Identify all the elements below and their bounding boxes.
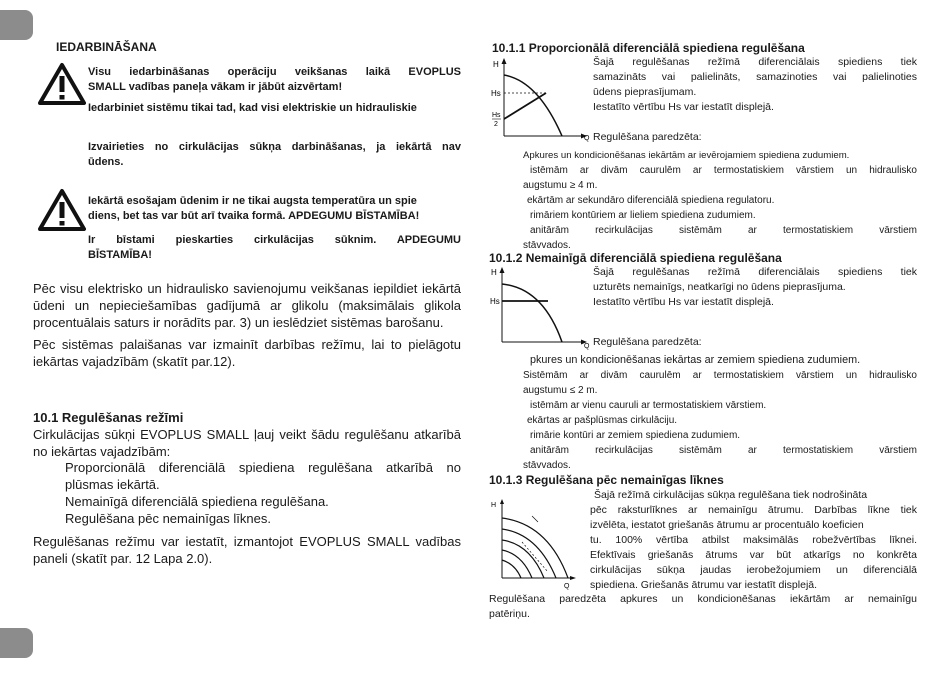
chart-axis-h: H — [493, 60, 499, 69]
page-tab-bottom — [0, 628, 33, 658]
page-tab-top — [0, 10, 33, 40]
list-item: augstumu ≤ 2 m. — [523, 385, 598, 396]
list-item: rimārie kontūri ar zemiem spiediena zudumiem. — [530, 430, 741, 441]
chart-axis-q: Q — [584, 135, 590, 142]
paragraph: Regulēšanas režīmu var iestatīt, izmantojot EVOPLUS SMALL vadības paneli (skatīt par. 12 Lapa 2.0). — [33, 534, 461, 566]
list-item: ekārtas ar pašplūsmas cirkulāciju. — [527, 415, 678, 426]
warning-text-4: Iekārtā esošajam ūdenim ir ne tikai augsta temperatūra un spie diens, bet tas var būt arī tvaika formā. APDEGUMU BĪSTAMĪBA! — [88, 195, 420, 222]
list-item: anitārām recirkulācijas sistēmām ar termostatiskiem vārstiem — [530, 225, 917, 236]
paragraph: Pēc visu elektrisko un hidraulisko savienojumu veikšanas iepildiet iekārtā ūdeni un nepieciešamības gadījumā ar glikolu (maksimālais glikola procentuālais saturs ir norādīts par. 3) un ieslēdziet sistēmas barošanu. — [33, 281, 461, 330]
paragraph: Cirkulācijas sūkņi EVOPLUS SMALL ļauj veikt šādu regulēšanu atkarībā no iekārtas vajadzībām: — [33, 427, 461, 459]
chart-axis-h: H — [491, 502, 497, 509]
list-item: stāvvados. — [523, 460, 571, 471]
list-item: Nemainīgā diferenciālā spiediena regulēšana. — [65, 494, 329, 509]
proportional-pressure-diagram — [490, 55, 592, 147]
chart-label-hs-half-denominator: 2 — [494, 121, 498, 128]
warning-icon — [38, 188, 86, 232]
chart-axis-h: H — [491, 268, 497, 277]
subsection-heading: 10.1.2 Nemainīgā diferenciālā spiediena regulēšana — [489, 251, 782, 265]
list-item: anitārām recirkulācijas sistēmām ar termostatiskiem vārstiem — [530, 445, 917, 456]
section-heading: IEDARBINĀŠANA — [56, 40, 157, 54]
footer-paragraph: Regulēšana paredzēta apkures un kondicionēšanas iekārtām ar nemainīgu patēriņu. — [489, 593, 917, 620]
list-item: stāvvados. — [523, 240, 571, 251]
chart-axis-q: Q — [584, 343, 590, 350]
warning-text-5: Ir bīstami pieskarties cirkulācijas sūknim. APDEGUMU BĪSTAMĪBA! — [88, 234, 461, 261]
chart-label-hs: Hs — [491, 89, 501, 98]
list-item: Proporcionālā diferenciālā spiediena regulēšana atkarībā no — [65, 460, 461, 475]
usage-heading: Regulēšana paredzēta: — [593, 131, 702, 143]
warning-icon — [38, 62, 86, 106]
description: Šajā regulēšanas režīmā diferenciālais spiediens tiek samazināts vai palielināts, samazinoties vai palielinoties ūdens pieprasījumam. Iestatīto vērtību Hs var iestatīt displejā. — [593, 56, 917, 113]
list-item: plūsmas iekārtā. — [65, 477, 160, 492]
list-item: augstumu ≥ 4 m. — [523, 180, 598, 191]
usage-list — [523, 148, 917, 253]
subsection-heading: 10.1 Regulēšanas režīmi — [33, 410, 184, 425]
list-item: ekārtām ar sekundāro diferenciālā spiediena regulatoru. — [527, 195, 775, 206]
paragraph: Pēc sistēmas palaišanas var izmainīt darbības režīmu, lai to pielāgotu iekārtas vajadzībām (skatīt par.12). — [33, 337, 461, 369]
description: Šajā režīmā cirkulācijas sūkņa regulēšana tiek nodrošināta pēc raksturlīknes ar nemainīgu ātrumu. Darbības līkne tiek izvēlēta, iestatot griešanās ātrumu ar procentuālo koeficien tu. 100% vērtība atbilst maksimālās robežvērtības līknei. Efektīvais griešanās ātrums var būt atkarīgs no konkrēta cirkulācijas sūkņa jaudas ierobežojumiem un diferenciālā spiediena. Griešanās ātrumu var iestatīt displejā. — [590, 489, 917, 591]
description: Šajā regulēšanas režīmā diferenciālais spiediens tiek uzturēts nemainīgs, neatkarīgi no ūdens pieprasījuma. Iestatīto vērtību Hs var iestatīt displejā. — [593, 266, 917, 308]
list-item: istēmām ar vienu cauruli ar termostatiskiem vārstiem. — [530, 400, 767, 411]
list-item: Apkures un kondicionēšanas iekārtām ar ievērojamiem spiediena zudumiem. — [523, 150, 850, 161]
subsection-heading: 10.1.3 Regulēšana pēc nemainīgas līknes — [489, 473, 724, 487]
chart-axis-q: Q — [564, 583, 570, 590]
subsection-heading: 10.1.1 Proporcionālā diferenciālā spiediena regulēšana — [492, 41, 805, 55]
warning-text-3: Izvairieties no cirkulācijas sūkņa darbināšanas, ja iekārtā nav ūdens. — [88, 141, 461, 168]
warning-text-1: Visu iedarbināšanas operāciju veikšanas laikā EVOPLUS SMALL vadības paneļa vākam ir jābūt aizvērtam! — [88, 66, 461, 93]
chart-label-hs-half: Hs — [492, 112, 501, 119]
warning-text-2: Iedarbiniet sistēmu tikai tad, kad visi elektriskie un hidrauliskie — [88, 102, 417, 114]
usage-list — [523, 353, 917, 473]
list-item: istēmām ar divām caurulēm ar termostatiskiem vārstiem un hidraulisko — [530, 165, 917, 176]
usage-heading: Regulēšana paredzēta: — [593, 336, 702, 348]
mode-list — [65, 459, 461, 527]
chart-label-hs: Hs — [490, 297, 500, 306]
list-item: Regulēšana pēc nemainīgas līknes. — [65, 511, 271, 526]
list-item: rimāriem kontūriem ar lieliem spiediena zudumiem. — [530, 210, 756, 221]
list-item: Sistēmām ar divām caurulēm ar termostatiskiem vārstiem un hidraulisko — [523, 370, 917, 381]
list-item: pkures un kondicionēšanas iekārtas ar zemiem spiediena zudumiem. — [530, 354, 861, 366]
constant-pressure-diagram — [488, 264, 592, 350]
constant-curve-diagram — [488, 494, 588, 590]
